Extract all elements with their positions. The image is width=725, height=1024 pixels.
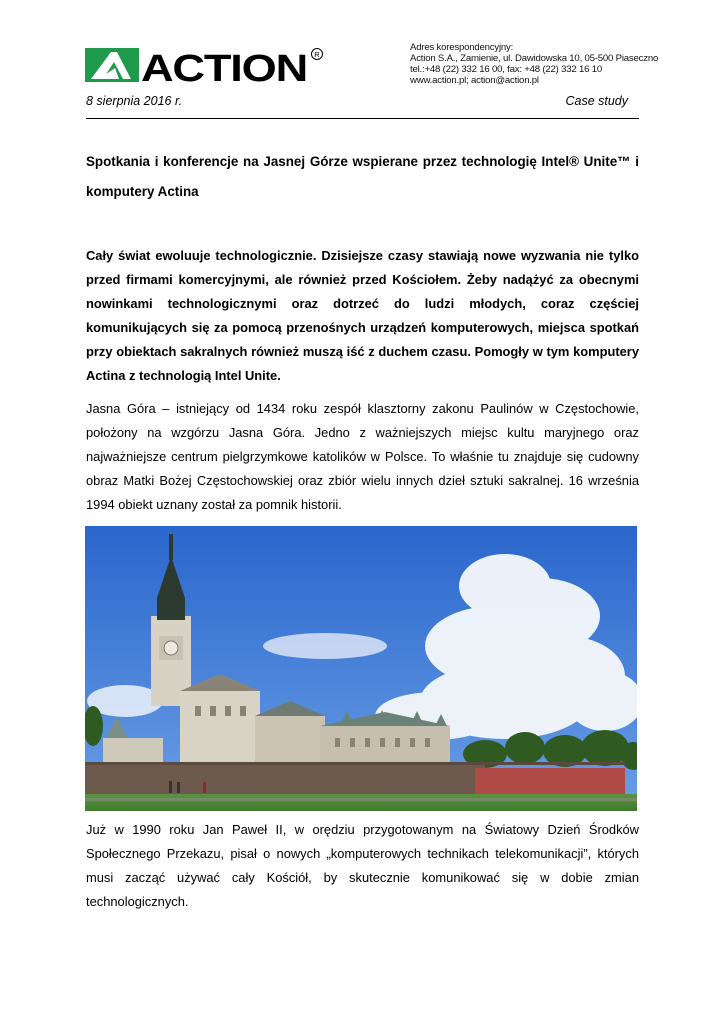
article-lead: Cały świat ewoluuje technologicznie. Dzisiejsze czasy stawiają nowe wyzwania nie tylko przed firmami komercyjnymi, ale również przed Kościołem. Żeby nadążyć za obecnymi nowinkami technologicznymi oraz dotrzeć do ludzi młodych, coraz częściej komunikujących się za pomocą przenośnych urządzeń komputerowych, miejsca spotkań przy obiektach sakralnych również muszą iść z duchem czasu. Pomogły w tym komputery Actina z technologią Intel Unite.: [86, 248, 639, 383]
article-paragraph-1: Jasna Góra – istniejący od 1434 roku zespół klasztorny zakonu Paulinów w Częstochowie, położony na wzgórzu Jasna Góra. Jedno z ważniejszych miejsc kultu maryjnego oraz najważniejsze centrum pielgrzymkowe katolików w Polsce. To właśnie tu znajduje się cudowny obraz Matki Bożej Częstochowskiej oraz zbiór wielu innych dzieł sztuki sakralnej. 16 września 1994 obiekt uznany został za pomnik historii.: [86, 401, 639, 512]
address-line: tel.:+48 (22) 332 16 00, fax: +48 (22) 332 16 10: [410, 64, 603, 75]
svg-text:ACTION: ACTION: [141, 48, 307, 86]
document-date: 8 sierpnia 2016 r.: [86, 94, 183, 108]
article-title: Spotkania i konferencje na Jasnej Górze wspierane przez technologię Intel® Unite™ i komputery Actina: [86, 154, 639, 199]
address-line: Action S.A., Zamienie, ul. Dawidowska 10, 05-500 Piaseczno: [410, 53, 659, 64]
action-logo: [85, 46, 325, 86]
address-line: Adres korespondencyjny:: [410, 42, 514, 53]
jasna-gora-photo: [85, 526, 637, 811]
correspondence-address: [410, 42, 670, 86]
article-paragraph-2: Już w 1990 roku Jan Paweł II, w orędziu przygotowanym na Światowy Dzień Środków Społecznego Przekazu, pisał o nowych „komputerowych technikach telekomunikacji”, których musi zacząć używać cały Kościół, by skutecznie komunikować się w dobie zmian technologicznych.: [86, 822, 639, 909]
svg-text:R: R: [314, 49, 320, 59]
document-header: [0, 0, 725, 125]
header-divider: [86, 118, 639, 119]
document-type: Case study: [565, 94, 628, 108]
address-line: www.action.pl; action@action.pl: [410, 75, 539, 86]
